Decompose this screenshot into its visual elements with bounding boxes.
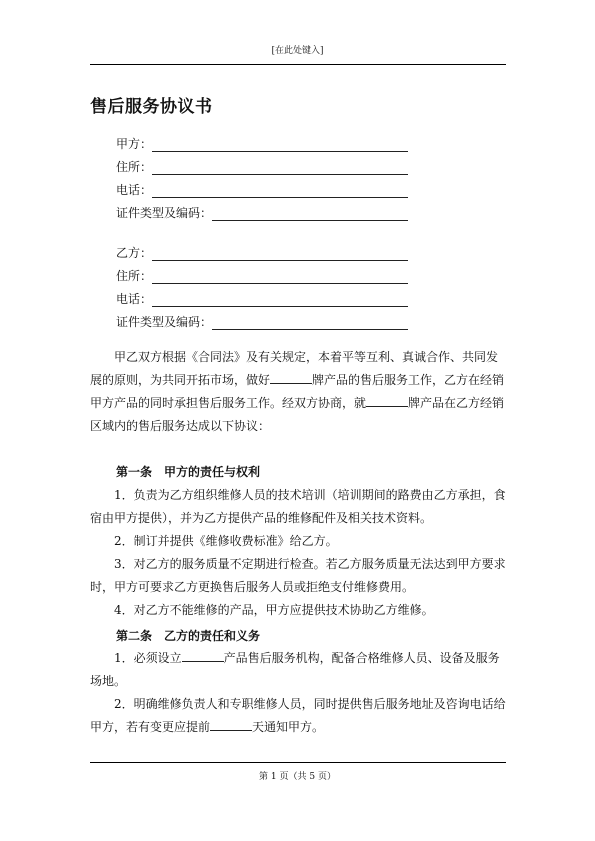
party-a-name-field — [116, 136, 408, 152]
article-1-item-4: 4．对乙方不能维修的产品，甲方应提供技术协助乙方维修。 — [114, 603, 434, 617]
party-a-address-line[interactable] — [152, 162, 408, 175]
party-a-id-line[interactable] — [212, 208, 408, 221]
article-2-item-2-text-2: 天通知甲方。 — [252, 720, 325, 734]
party-b-address-label: 住所： — [116, 269, 153, 283]
party-a-phone-label: 电话： — [116, 183, 153, 197]
intro-text-2: 牌产品的售后服务工作，乙方在经销甲方产品的同时承担售后服务工作。经双方协商，就 — [90, 373, 505, 410]
party-b-phone-field — [116, 291, 408, 307]
brand-blank-1[interactable] — [270, 372, 312, 384]
article-2-item-2 — [90, 693, 506, 739]
header-rule — [90, 64, 506, 65]
notice-days-blank[interactable] — [210, 719, 252, 731]
document-title: 售后服务协议书 — [90, 97, 213, 117]
party-b-name-label: 乙方： — [116, 246, 153, 260]
footer-rule — [90, 762, 506, 763]
party-a-name-line[interactable] — [152, 139, 408, 152]
article-2-item-1 — [90, 647, 506, 693]
brand-blank-2[interactable] — [366, 395, 408, 407]
page-header: [在此处键入] — [271, 46, 324, 56]
intro-text-1: 甲乙双方根据《合同法》及有关规定，本着平等互利、真诚合作、共同发展的原则，为共同开拓市场，做好 — [90, 350, 499, 387]
party-b-id-field — [116, 314, 408, 330]
party-b-id-label: 证件类型及编码： — [116, 315, 213, 329]
party-a-address-label: 住所： — [116, 160, 153, 174]
party-b-phone-line[interactable] — [152, 294, 408, 307]
intro-text-3: 牌产品在乙方经销区域内的售后服务达成以下协议： — [90, 396, 505, 433]
article-1-item-1: 1．负责为乙方组织维修人员的技术培训（培训期间的路费由乙方承担，食宿由甲方提供），并为乙方提供产品的维修配件及相关技术资料。 — [90, 488, 506, 525]
party-a-address-field — [116, 159, 408, 175]
article-1-item-3: 3．对乙方的服务质量不定期进行检查。若乙方服务质量无法达到甲方要求时，甲方可要求乙方更换售后服务人员或拒绝支付维修费用。 — [90, 557, 506, 594]
article-1-item-2: 2．制订并提供《维修收费标准》给乙方。 — [114, 534, 338, 548]
service-org-blank[interactable] — [182, 650, 224, 662]
party-a-phone-line[interactable] — [152, 185, 408, 198]
party-b-name-field — [116, 245, 408, 261]
party-a-id-label: 证件类型及编码： — [116, 206, 213, 220]
article-2-item-2-text-1: 2．明确维修负责人和专职维修人员，同时提供售后服务地址及咨询电话给甲方，若有变更应提前 — [90, 697, 506, 734]
article-2-item-1-text-2: 产品售后服务机构，配备合格维修人员、设备及服务场地。 — [90, 651, 500, 688]
article-1-heading: 第一条 甲方的责任与权利 — [116, 465, 261, 479]
party-b-phone-label: 电话： — [116, 292, 153, 306]
party-b-name-line[interactable] — [152, 248, 408, 261]
party-a-phone-field — [116, 182, 408, 198]
party-a-id-field — [116, 205, 408, 221]
article-2-heading: 第二条 乙方的责任和义务 — [116, 629, 261, 643]
intro-paragraph — [90, 346, 506, 438]
party-b-address-field — [116, 268, 408, 284]
party-b-address-line[interactable] — [152, 271, 408, 284]
article-2-item-1-text-1: 1．必须设立 — [114, 651, 182, 665]
party-a-name-label: 甲方： — [116, 137, 153, 151]
party-b-id-line[interactable] — [212, 317, 408, 330]
page-footer: 第 1 页（共 5 页） — [259, 772, 336, 782]
